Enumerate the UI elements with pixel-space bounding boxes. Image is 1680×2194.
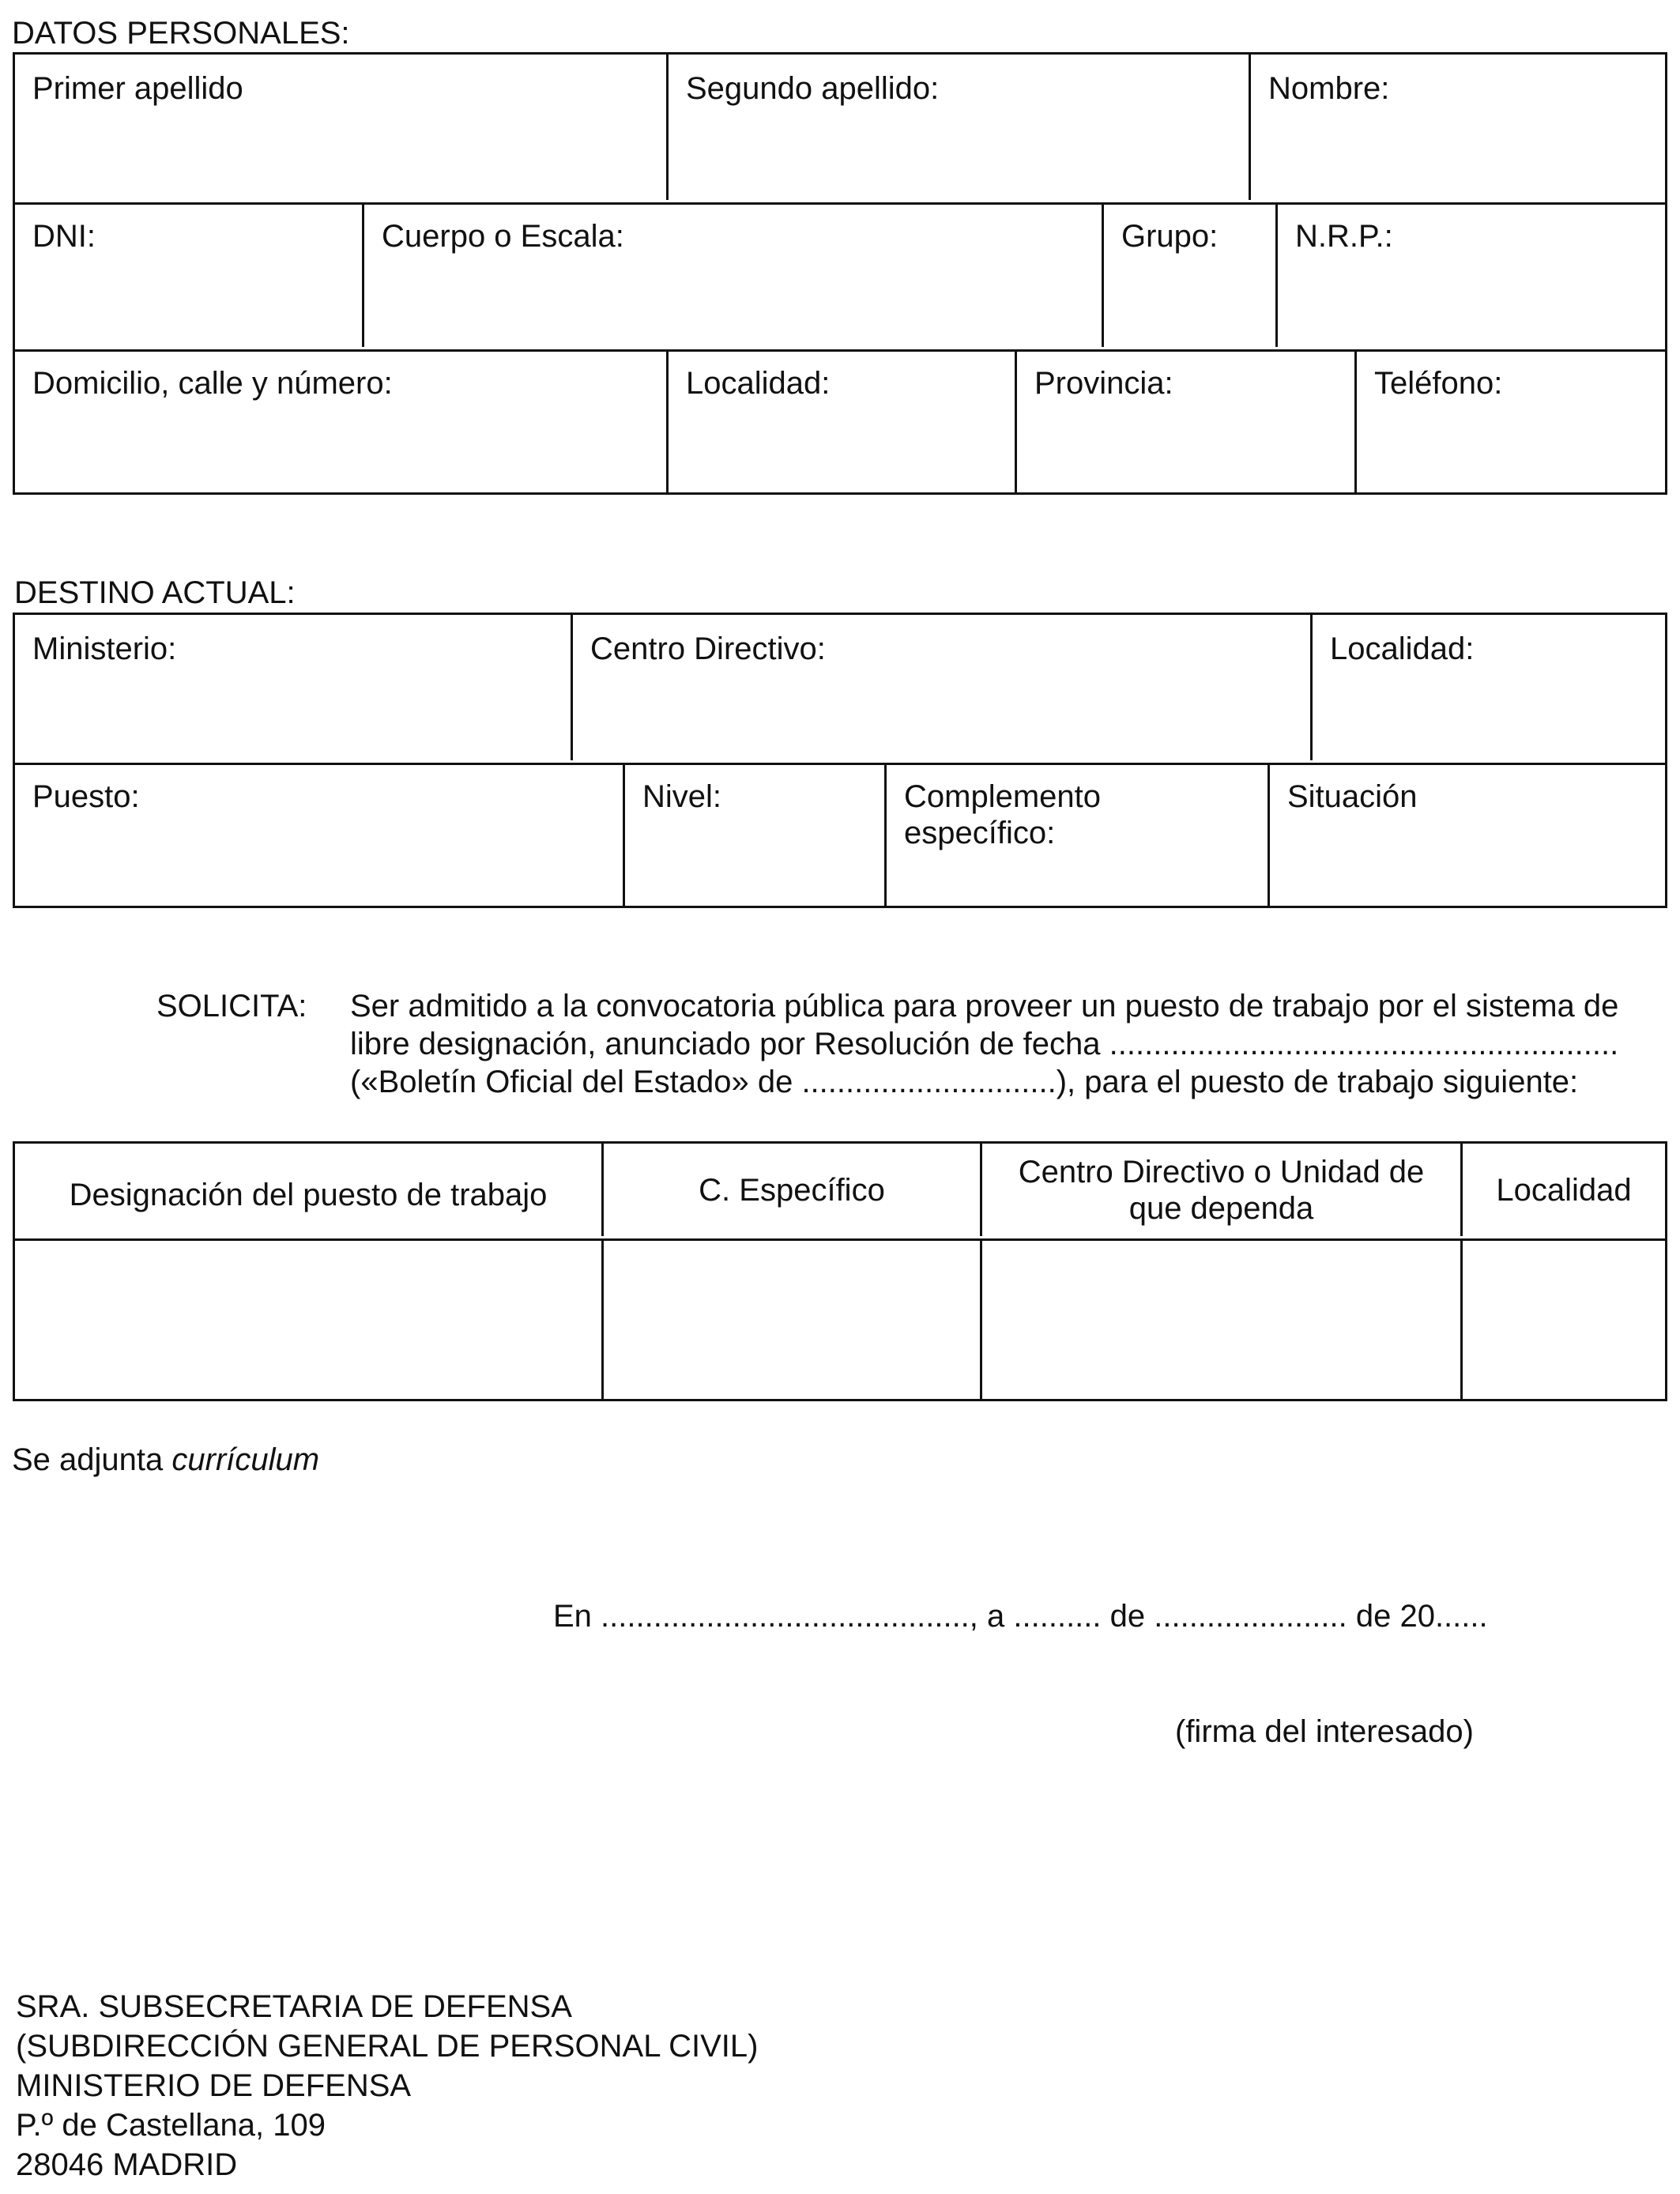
header-designacion: Designación del puesto de trabajo [15, 1144, 604, 1236]
field-label: Teléfono: [1374, 366, 1503, 401]
address-line: P.º de Castellana, 109 [16, 2108, 326, 2143]
field-label: Situación [1287, 779, 1418, 814]
destino-actual-box [13, 613, 1667, 908]
field-complemento-especifico[interactable] [887, 763, 1270, 906]
field-destino-localidad[interactable] [1313, 615, 1665, 760]
firma-label: (firma del interesado) [1175, 1714, 1474, 1749]
address-line: SRA. SUBSECRETARIA DE DEFENSA [16, 1989, 572, 2024]
destinatario-address [16, 1987, 758, 2185]
field-dni[interactable] [15, 202, 364, 347]
field-nivel[interactable] [625, 763, 887, 906]
field-telefono[interactable] [1357, 349, 1665, 492]
field-label: Complemento específico: [904, 779, 1102, 850]
field-label: Cuerpo o Escala: [382, 219, 624, 254]
field-label: Nivel: [642, 779, 722, 814]
header-c-especifico: C. Específico [604, 1144, 982, 1236]
field-grupo[interactable] [1104, 202, 1278, 347]
datos-row-2 [15, 202, 1665, 352]
solicita-line-1: Ser admitido a la convocatoria pública para proveer un puesto de trabajo por el sistema de [350, 989, 1619, 1023]
field-situacion[interactable] [1270, 763, 1665, 906]
datos-personales-box [13, 52, 1667, 495]
destino-row-1 [15, 615, 1665, 765]
input-centro-directivo[interactable] [982, 1238, 1463, 1399]
adjunta-text [12, 1441, 319, 1479]
solicita-label: SOLICITA: [156, 989, 307, 1023]
field-puesto[interactable] [15, 763, 625, 906]
field-ministerio[interactable] [15, 615, 573, 760]
field-provincia[interactable] [1017, 349, 1357, 492]
field-label: Ministerio: [32, 631, 177, 666]
datos-personales-heading: DATOS PERSONALES: [12, 16, 350, 51]
address-line: 28046 MADRID [16, 2147, 238, 2182]
field-label: Grupo: [1121, 219, 1219, 254]
field-label: Nombre: [1268, 71, 1390, 106]
field-label: Provincia: [1034, 366, 1173, 401]
field-label: Localidad: [1330, 631, 1475, 666]
puesto-table [13, 1141, 1667, 1401]
field-label: DNI: [32, 219, 96, 254]
field-label: N.R.P.: [1295, 219, 1393, 254]
field-label: Localidad: [686, 366, 831, 401]
table-row [15, 1238, 1665, 1399]
field-segundo-apellido[interactable] [669, 55, 1251, 200]
destino-actual-heading: DESTINO ACTUAL: [14, 575, 296, 610]
datos-row-1 [15, 55, 1665, 205]
field-label: Segundo apellido: [686, 71, 940, 106]
header-localidad: Localidad [1496, 1172, 1632, 1208]
field-nombre[interactable] [1251, 55, 1665, 200]
solicita-text [350, 987, 1668, 1101]
adjunta-curriculum: currículum [171, 1442, 320, 1477]
solicita-line-3: («Boletín Oficial del Estado» de .............................), para el puesto de trabajo siguiente: [350, 1065, 1579, 1099]
header-centro-directivo: Centro Directivo o Unidad de que dependa [982, 1144, 1463, 1236]
field-primer-apellido[interactable] [15, 55, 669, 200]
datos-row-3 [15, 349, 1665, 492]
field-label: Primer apellido [32, 71, 243, 106]
solicita-line-2: libre designación, anunciado por Resolución de fecha .......................................................... [350, 1027, 1619, 1061]
address-line: MINISTERIO DE DEFENSA [16, 2068, 412, 2103]
field-centro-directivo[interactable] [573, 615, 1313, 760]
field-cuerpo-escala[interactable] [364, 202, 1104, 347]
field-label: Puesto: [32, 779, 140, 814]
field-label: Domicilio, calle y número: [32, 366, 393, 401]
input-localidad[interactable] [1463, 1238, 1665, 1399]
field-localidad[interactable] [669, 349, 1017, 492]
field-label: Centro Directivo: [590, 631, 826, 666]
address-line: (SUBDIRECCIÓN GENERAL DE PERSONAL CIVIL) [16, 2029, 759, 2064]
input-c-especifico[interactable] [604, 1238, 982, 1399]
input-designacion[interactable] [15, 1238, 604, 1399]
puesto-table-header [15, 1144, 1665, 1241]
fecha-line: En .........................................., a .......... de ...................... de 20...... [553, 1599, 1488, 1634]
field-domicilio[interactable] [15, 349, 669, 492]
adjunta-prefix: Se adjunta [12, 1442, 172, 1477]
destino-row-2 [15, 763, 1665, 906]
field-nrp[interactable] [1278, 202, 1665, 347]
